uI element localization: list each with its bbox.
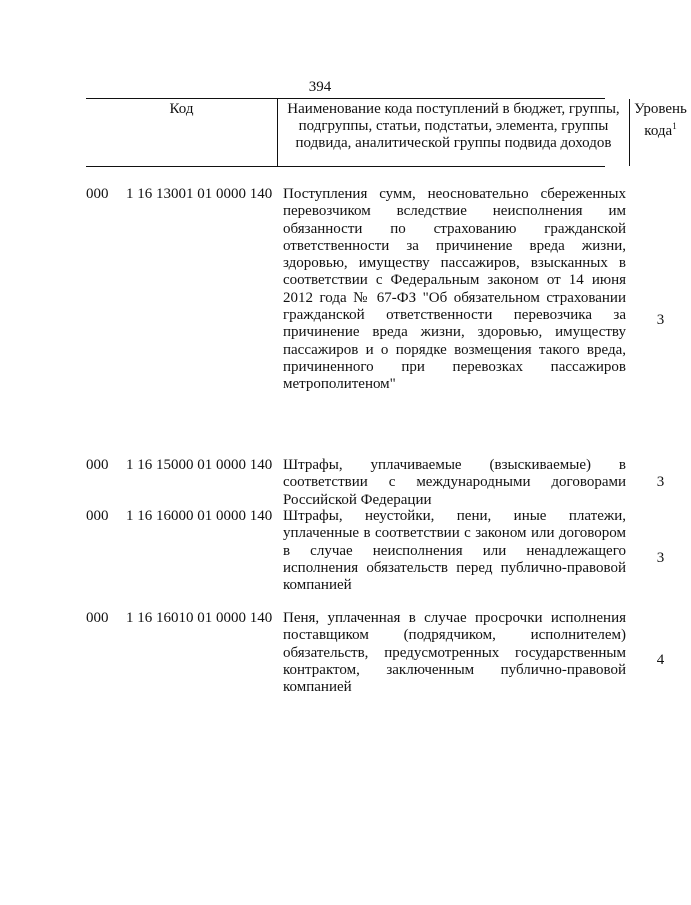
income-description: Пеня, уплаченная в случае просрочки исполнения поставщиком (подрядчиком, исполнителем) обязательств, предусмотренных государственным контрактом, заключенным публично-правовой компанией: [283, 610, 626, 696]
code-level: 3: [656, 474, 665, 490]
table-row: [86, 186, 665, 456]
table-row: [86, 610, 665, 714]
income-description: Штрафы, уплачиваемые (взыскиваемые) в соответствии с международными договорами Российской Федерации: [283, 457, 626, 508]
code-level: 4: [656, 652, 665, 668]
income-description: Штрафы, неустойки, пени, иные платежи, уплаченные в соответствии с законом или договором в случае неисполнения или ненадлежащего исполнения обязательств перед публично-правовой компанией: [283, 508, 626, 594]
code-level: 3: [656, 312, 665, 328]
income-description: Поступления сумм, неосновательно сбереженных перевозчиком вследствие неисполнения им обязанности по страхованию гражданской ответственности за причинение вреда жизни, здоровью, имуществу пассажиров, взысканных в соответствии с Федеральным законом от 14 июня 2012 года № 67-ФЗ "Об обязательном страховании гражданской ответственности перевозчика за причинение вреда жизни, здоровью, имуществу пассажиров и о порядке возмещения такого вреда, причиненного при перевозках пассажиров метрополитеном": [283, 186, 626, 393]
admin-code: 000: [86, 186, 109, 202]
footnote-marker: 1: [672, 121, 677, 131]
header-level-label: Уровень кода: [634, 101, 687, 139]
header-name: Наименование кода поступлений в бюджет, группы, подгруппы, статьи, подстатьи, элемента, группы подвида, аналитической группы подвида доходов: [277, 99, 630, 166]
header-code: Код: [169, 101, 194, 117]
code-level: 3: [656, 550, 665, 566]
income-code: 1 16 15000 01 0000 140: [126, 457, 273, 473]
admin-code: 000: [86, 610, 109, 626]
income-code: 1 16 16010 01 0000 140: [126, 610, 273, 626]
page-number: 394: [308, 79, 332, 95]
table-row: [86, 457, 665, 509]
admin-code: 000: [86, 508, 109, 524]
income-code: 1 16 16000 01 0000 140: [126, 508, 273, 524]
table-row: [86, 508, 665, 612]
header-level: [630, 99, 691, 166]
admin-code: 000: [86, 457, 109, 473]
income-code: 1 16 13001 01 0000 140: [126, 186, 273, 202]
table-header: [86, 98, 687, 167]
